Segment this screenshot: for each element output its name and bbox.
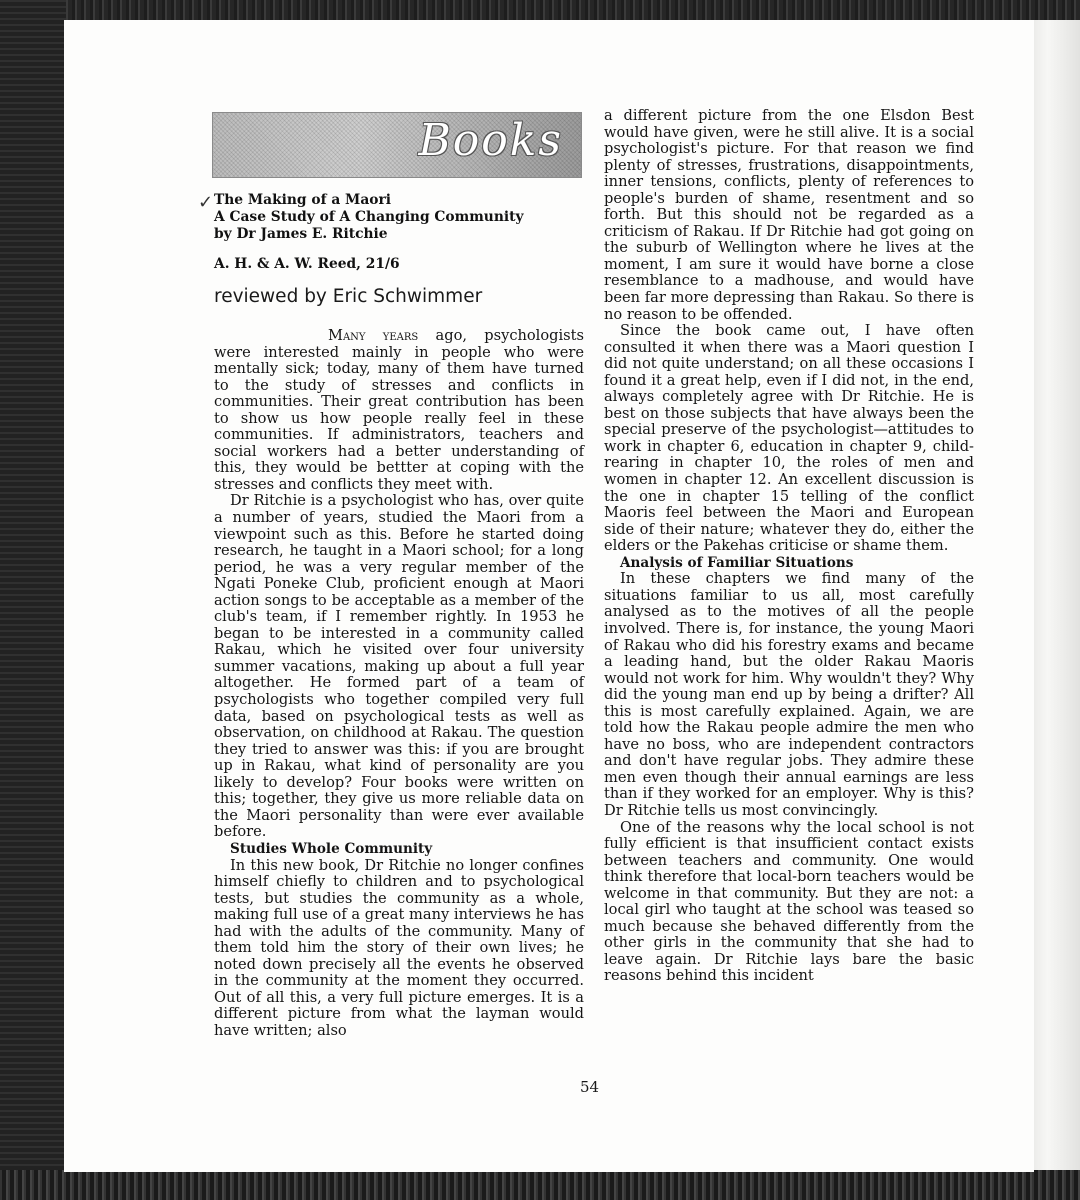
paragraph: Since the book came out, I have often consulted it when there was a Maori question I did not quite understand; on all these occasions I found it a great help, even if I did not, in the end, always completely agree with Dr Ritchie. He is best on those subjects that have always been the special preserve of the psychologist—attitudes to work in chapter 6, education in chapter 9, child-rearing in chapter 10, the roles of men and women in chapter 12. An excellent discussion is the one in chapter 15 telling of the conflict Maoris feel between the Maori and European side of their nature; whatever they do, either the elders or the Pakehas criticise or shame them. xyxy=(604,322,974,555)
facing-page-edge xyxy=(1034,20,1080,1172)
check-mark: ✓ xyxy=(198,192,214,213)
reviewer-byline: reviewed by Eric Schwimmer xyxy=(214,286,483,307)
opening-smallcaps: Many years xyxy=(328,327,419,344)
publisher-price: A. H. & A. W. Reed, 21/6 xyxy=(214,256,400,272)
left-column-body xyxy=(214,328,584,1040)
paragraph-text: ago, psychologists were interested mainly in people who were mentally sick; today, many of them have turned to the study of stresses and conflicts in communities. Their great contribution has been to show us how people really feel in these communities. If administrators, teachers and social workers had a better understanding of this, they would be bettter at coping with the stresses and conflicts they meet with. xyxy=(214,327,584,493)
book-title-block xyxy=(214,192,584,243)
scan-border-bottom xyxy=(0,1170,1080,1200)
page-number: 54 xyxy=(580,1078,600,1096)
banner-title: Books xyxy=(418,115,563,166)
book-subtitle: A Case Study of A Changing Community xyxy=(214,209,524,225)
paragraph: In this new book, Dr Ritchie no longer confines himself chiefly to children and to psychological tests, but studies the community as a whole, making full use of a great many interviews he has had with the adults of the community. Many of them told him the story of their own lives; he noted down precisely all the events he observed in the community at the moment they occurred. Out of all this, a very full picture emerges. It is a different picture from what the layman would have written; also xyxy=(214,856,584,1039)
paragraph xyxy=(214,328,584,493)
paragraph: Dr Ritchie is a psychologist who has, over quite a number of years, studied the Maori from a viewpoint such as this. Before he started doing research, he taught in a Maori school; for a long period, he was a very regular member of the Ngati Poneke Club, proficient enough at Maori action songs to be acceptable as a member of the club's team, if I remember rightly. In 1953 he began to be interested in a community called Rakau, which he visited over four university summer vacations, making up about a full year altogether. He formed part of a team of psychologists who together compiled very full data, based on psychological tests as well as observation, on childhood at Rakau. The question they tried to answer was this: if you are brought up in Rakau, what kind of personality are you likely to develop? Four books were written on this; together, they give us more reliable data on the Maori personality than were ever available before. xyxy=(214,492,584,841)
book-author: by Dr James E. Ritchie xyxy=(214,226,388,242)
paragraph: In these chapters we find many of the situations familiar to us all, most carefully analysed as to the motives of all the people involved. There is, for instance, the young Maori of Rakau who did his forestry exams and became a leading hand, but the older Rakau Maoris would not work for him. Why wouldn't they? Why did the young man end up by being a drifter? All this is most carefully explained. Again, we are told how the Rakau people admire the men who have no boss, who are independent contractors and don't have regular jobs. They admire these men even though their annual earnings are less than if they worked for an employer. Why is this? Dr Ritchie tells us most convincingly. xyxy=(604,570,974,819)
books-banner xyxy=(212,112,582,178)
paragraph: a different picture from the one Elsdon Best would have given, were he still alive. It is a social psychologist's picture. For that reason we find plenty of stresses, frustrations, disappointments, inner tensions, conflicts, plenty of references to people's burden of shame, resentment and so forth. But this should not be regarded as a criticism of Rakau. If Dr Ritchie had got going on the suburb of Wellington where he lives at the moment, I am sure it would have borne a close resemblance to a madhouse, and would have been far more depressing than Rakau. So there is no reason to be offended. xyxy=(604,107,974,323)
scan-border-left xyxy=(0,0,66,1200)
subheading: Analysis of Familiar Situations xyxy=(620,554,854,571)
subheading: Studies Whole Community xyxy=(230,840,433,857)
right-column xyxy=(604,108,974,985)
paragraph: One of the reasons why the local school is not fully efficient is that insufficient contact exists between teachers and community. One would think therefore that local-born teachers would be welcome in that community. But they are not: a local girl who taught at the school was teased so much because she behaved differently from the other girls in the community that she had to leave again. Dr Ritchie lays bare the basic reasons behind this incident xyxy=(604,818,974,985)
book-title: The Making of a Maori xyxy=(214,192,391,208)
